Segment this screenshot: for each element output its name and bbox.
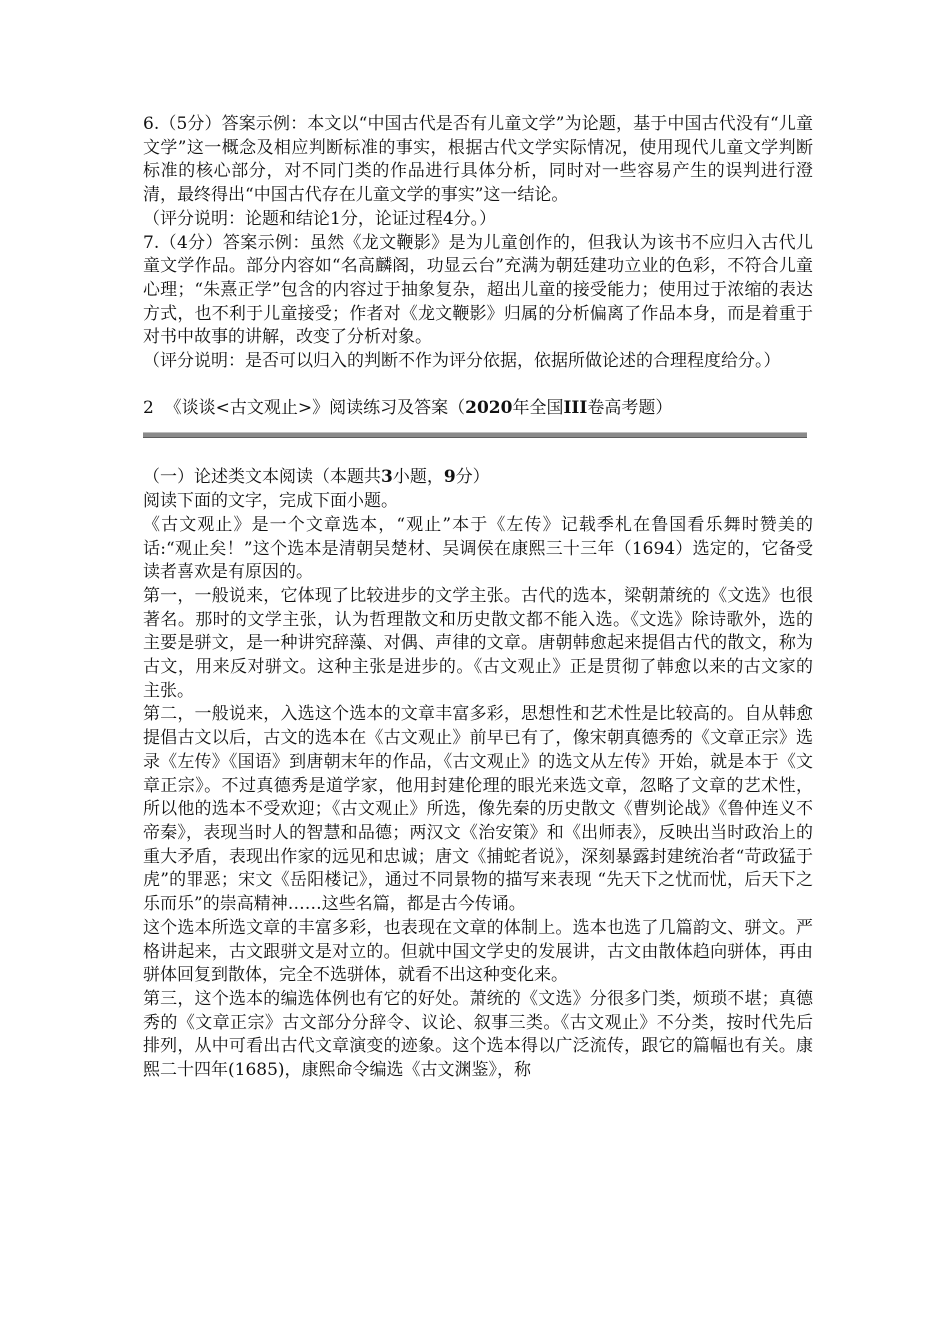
scoring-note-7: （评分说明：是否可以归入的判断不作为评分依据，依据所做论述的合理程度给分。）: [143, 351, 781, 372]
exercise-header-part2: 小题，: [392, 467, 444, 488]
passage-paragraph: 第二，一般说来，入选这个选本的文章丰富多彩，思想性和艺术性是比较高的。自从韩愈提倡古文以后，古文的选本在《古文观止》前早已有了，像宋朝真德秀的《文章正宗》选录《左传》《国语》到唐朝末年的作品，《古文观止》的选文从左传》开始，就是本于《文章正宗》。不过真德秀是道学家，他用封建伦理的眼光来选文章，忽略了文章的艺术性，所以他的选本不受欢迎；《古文观止》所选，像先秦的历史散文《曹刿论战》《鲁仲连义不帝秦》，表现当时人的智慧和品德；两汉文《治安策》和《出师表》，反映出当时政治上的重大矛盾，表现出作家的远见和忠诚；唐文《捕蛇者说》，深刻暴露封建统治者“苛政猛于虎”的罪恶；宋文《岳阳楼记》，通过不同景物的描写来表现 “先天下之忧而忧，后天下之乐而乐”的崇高精神……这些名篇，都是古今传诵。: [143, 704, 813, 915]
scoring-note-6: （评分说明：论题和结论1分，论证过程4分。）: [143, 208, 497, 229]
passage-paragraph: 《古文观止》是一个文章选本，“观止”本于《左传》记载季札在鲁国看乐舞时赞美的话:“观止矣！”这个选本是清朝吴楚材、吴调侯在康熙三十三年（1694）选定的，它备受读者喜欢是有原因的。: [143, 514, 813, 583]
answer-7: 7.（4分）答案示例：虽然《龙文鞭影》是为儿童创作的，但我认为该书不应归入古代儿童文学作品。部分内容如“名高麟阁，功显云台”充满为朝廷建功立业的色彩，不符合儿童心理；“朱熹正学”包含的内容过于抽象复杂，超出儿童的接受能力；使用过于浓缩的表达方式，也不利于儿童接受；作者对《龙文鞭影》归属的分析偏离了作品本身，而是着重于对书中故事的讲解，改变了分析对象。: [143, 232, 813, 348]
section-title-part3: 卷高考题）: [587, 397, 673, 418]
passage-paragraph: 第三，这个选本的编选体例也有它的好处。萧统的《文选》分很多门类，烦琐不堪；真德秀的《文章正宗》古文部分分辞令、议论、叙事三类。《古文观止》不分类，按时代先后排列，从中可看出古代文章演变的迹象。这个选本得以广泛流传，跟它的篇幅也有关。康熙二十四年(1685)，康熙命令编选《古文渊鉴》，称: [143, 988, 813, 1081]
passage-paragraph: 第一，一般说来，它体现了比较进步的文学主张。古代的选本，梁朝萧统的《文选》也很著名。那时的文学主张，认为哲理散文和历史散文都不能入选。《文选》除诗歌外，选的主要是骈文，是一种讲究辞藻、对偶、声律的文章。唐朝韩愈起来提倡古代的散文，称为古文，用来反对骈文。这种主张是进步的。《古文观止》正是贯彻了韩愈以来的古文家的主张。: [143, 585, 813, 701]
answer-6: 6.（5分）答案示例：本文以“中国古代是否有儿童文学”为论题，基于中国古代没有“儿童文学”这一概念及相应判断标准的事实，根据古代文学实际情况，使用现代儿童文学判断标准的核心部分，对不同门类的作品进行具体分析，同时对一些容易产生的误判进行澄清，最终得出“中国古代存在儿童文学的事实”这一结论。: [143, 114, 813, 206]
exercise-instruction: 阅读下面的文字，完成下面小题。: [143, 491, 398, 512]
document-page: [143, 113, 813, 1083]
exercise-header-part1: （一）论述类文本阅读（本题共: [143, 467, 381, 488]
section-title-part1: 《谈谈<古文观止>》阅读练习及答案（: [164, 397, 466, 418]
section-year: 2020: [465, 397, 513, 418]
exercise-header-part3: 分）: [455, 467, 490, 488]
section-title-part2: 年全国: [512, 397, 564, 418]
exercise-count: 3: [381, 467, 393, 488]
section-title: [143, 397, 813, 421]
section-roman: III: [563, 397, 588, 418]
passage-paragraph: 这个选本所选文章的丰富多彩，也表现在文章的体制上。选本也选了几篇韵文、骈文。严格讲起来，古文跟骈文是对立的。但就中国文学史的发展讲，古文由散体趋向骈体，再由骈体回复到散体，完全不选骈体，就看不出这种变化来。: [143, 917, 813, 986]
exercise-header: [143, 466, 813, 490]
exercise-score: 9: [443, 467, 456, 488]
section-number: 2: [143, 397, 154, 418]
